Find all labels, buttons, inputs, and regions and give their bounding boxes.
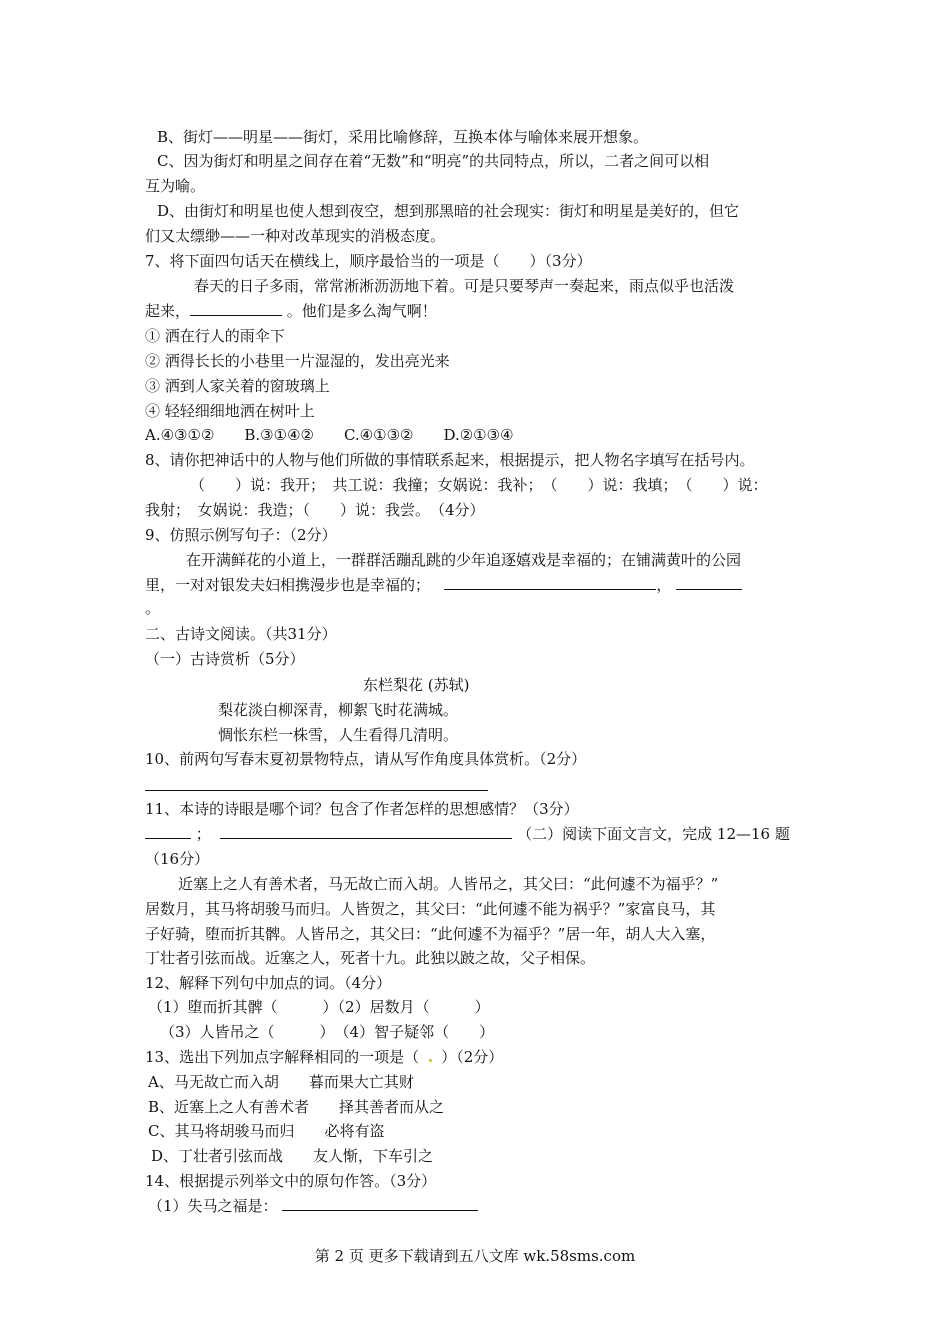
classical-text-line-3: 子好骑，堕而折其髀。人皆吊之，其父曰：“此何遽不为福乎？”居一年，胡人大入塞， [145,925,716,943]
answer-line [145,790,488,791]
section-2-heading: 二、古诗文阅读。（共31分） [145,625,337,643]
answer-blank [444,575,656,590]
option-b-text: B、街灯——明星——街灯，采用比喻修辞，互换本体与喻体来展开想象。 [157,128,649,146]
semicolon: ； [195,825,211,843]
item-label: （1）失马之福是： [148,1197,278,1215]
classical-text-line-2: 居数月，其马将胡骏马而归。人皆贺之，其父曰：“此何遽不能为祸乎？”家富良马，其 [145,900,716,918]
subsection-2-heading: （二）阅读下面文言文，完成 12—16 题 [517,825,790,843]
question-7-choices: A.④③①② B.③①④② C.④①③② D.②①③④ [145,426,514,444]
question-13-score: ）（2分） [441,1048,504,1066]
option-d-text: D、由街灯和明星也使人想到夜空，想到那黑暗的社会现实：街灯和明星是美好的，但它 [157,202,740,220]
option-c-continued: 互为喻。 [145,177,206,195]
sentence-option-4: ④ 轻轻细细地洒在树叶上 [145,402,315,420]
comma: ， [656,576,672,594]
option-c-text: C、因为街灯和明星之间存在着“无数”和“明亮”的共同特点，所以，二者之间可以相 [157,152,710,170]
passage-text-start: 起来， [145,302,191,320]
subsection-1-heading: （一）古诗赏析（5分） [145,650,305,668]
question-13-text: 13、选出下列加点字解释相同的一项是（ [145,1048,420,1066]
question-8-title: 8、请你把神话中的人物与他们所做的事情联系起来，根据提示，把人物名字填写在括号内。 [145,451,755,469]
question-13-option-d: D、丁壮者引弦而战 友人惭，下车引之 [151,1147,434,1165]
question-7-title: 7、将下面四句话天在横线上，顺序最恰当的一项是（ ）（3分） [145,252,592,270]
question-11-title: 11、本诗的诗眼是哪个词？包含了作者怎样的思想感情？（3分） [145,800,579,818]
question-7-passage-cont [145,301,437,321]
question-9-example: 在开满鲜花的小道上，一群群活蹦乱跳的少年追逐嬉戏是幸福的；在铺满黄叶的公园 [186,551,742,569]
answer-blank [190,301,282,316]
question-11-answer-row [145,824,790,844]
poem-line-1: 梨花淡白柳深青，柳絮飞时花满城。 [218,701,459,719]
question-12-items-2: （3）人皆吊之（ ） （4）智子疑邻（ ） [160,1023,495,1041]
question-12-items-1: （1）堕而折其髀（ ）（2）居数月（ ） [148,998,490,1016]
question-13-title [145,1047,503,1067]
question-12-title: 12、解释下列句中加点的词。（4分） [145,974,392,992]
subsection-2-score: （16分） [145,850,210,868]
question-9-title: 9、仿照示例写句子：（2分） [145,526,337,544]
passage-text-end: 。他们是多么淘气啊！ [286,302,437,320]
classical-text-line-1: 近塞上之人有善术者，马无故亡而入胡。人皆吊之，其父曰：“此何遽不为福乎？” [178,875,719,893]
sentence-option-1: ① 洒在行人的雨伞下 [145,327,285,345]
question-10-title: 10、前两句写春末夏初景物特点，请从写作角度具体赏析。（2分） [145,750,587,768]
question-8-line-1: （ ）说：我开； 共工说：我撞；女娲说：我补； （ ）说：我填； （ ）说： [190,476,768,494]
sentence-option-3: ③ 洒到人家关着的窗玻璃上 [145,377,330,395]
example-text: 里，一对对银发夫妇相携漫步也是幸福的； [145,576,431,594]
page-footer: 第 2 页 更多下载请到五八文库 wk.58sms.com [314,1247,636,1265]
poem-title: 东栏梨花 (苏轼) [363,676,470,694]
question-13-option-c: C、其马将胡骏马而归 必将有盗 [148,1122,385,1140]
option-d-continued: 们又太缥缈——一种对改革现实的消极态度。 [145,227,446,245]
answer-blank [282,1196,478,1211]
answer-blank [145,824,191,839]
question-7-passage: 春天的日子多雨，常常淅淅沥沥地下着。可是只要琴声一奏起来，雨点似乎也活泼 [194,277,735,295]
sentence-option-2: ② 洒得长长的小巷里一片湿湿的，发出亮光来 [145,352,450,370]
question-13-option-a: A、马无故亡而入胡 暮而果大亡其财 [148,1073,414,1091]
question-13-option-b: B、近塞上之人有善术者 择其善者而从之 [148,1098,445,1116]
question-9-end: 。 [145,599,161,617]
dot-mark [429,1059,432,1062]
question-9-example-cont [145,575,742,595]
question-14-title: 14、根据提示列举文中的原句作答。（3分） [145,1172,437,1190]
classical-text-line-4: 丁壮者引弦而战。近塞之人，死者十九。此独以跛之故，父子相保。 [145,949,596,967]
poem-line-2: 惆怅东栏一株雪，人生看得几清明。 [218,726,459,744]
question-8-line-2: 我射； 女娲说：我造；（ ）说：我尝。 （4分） [145,501,485,519]
answer-blank [676,575,742,590]
question-14-item-1 [148,1196,478,1216]
answer-blank [220,824,512,839]
